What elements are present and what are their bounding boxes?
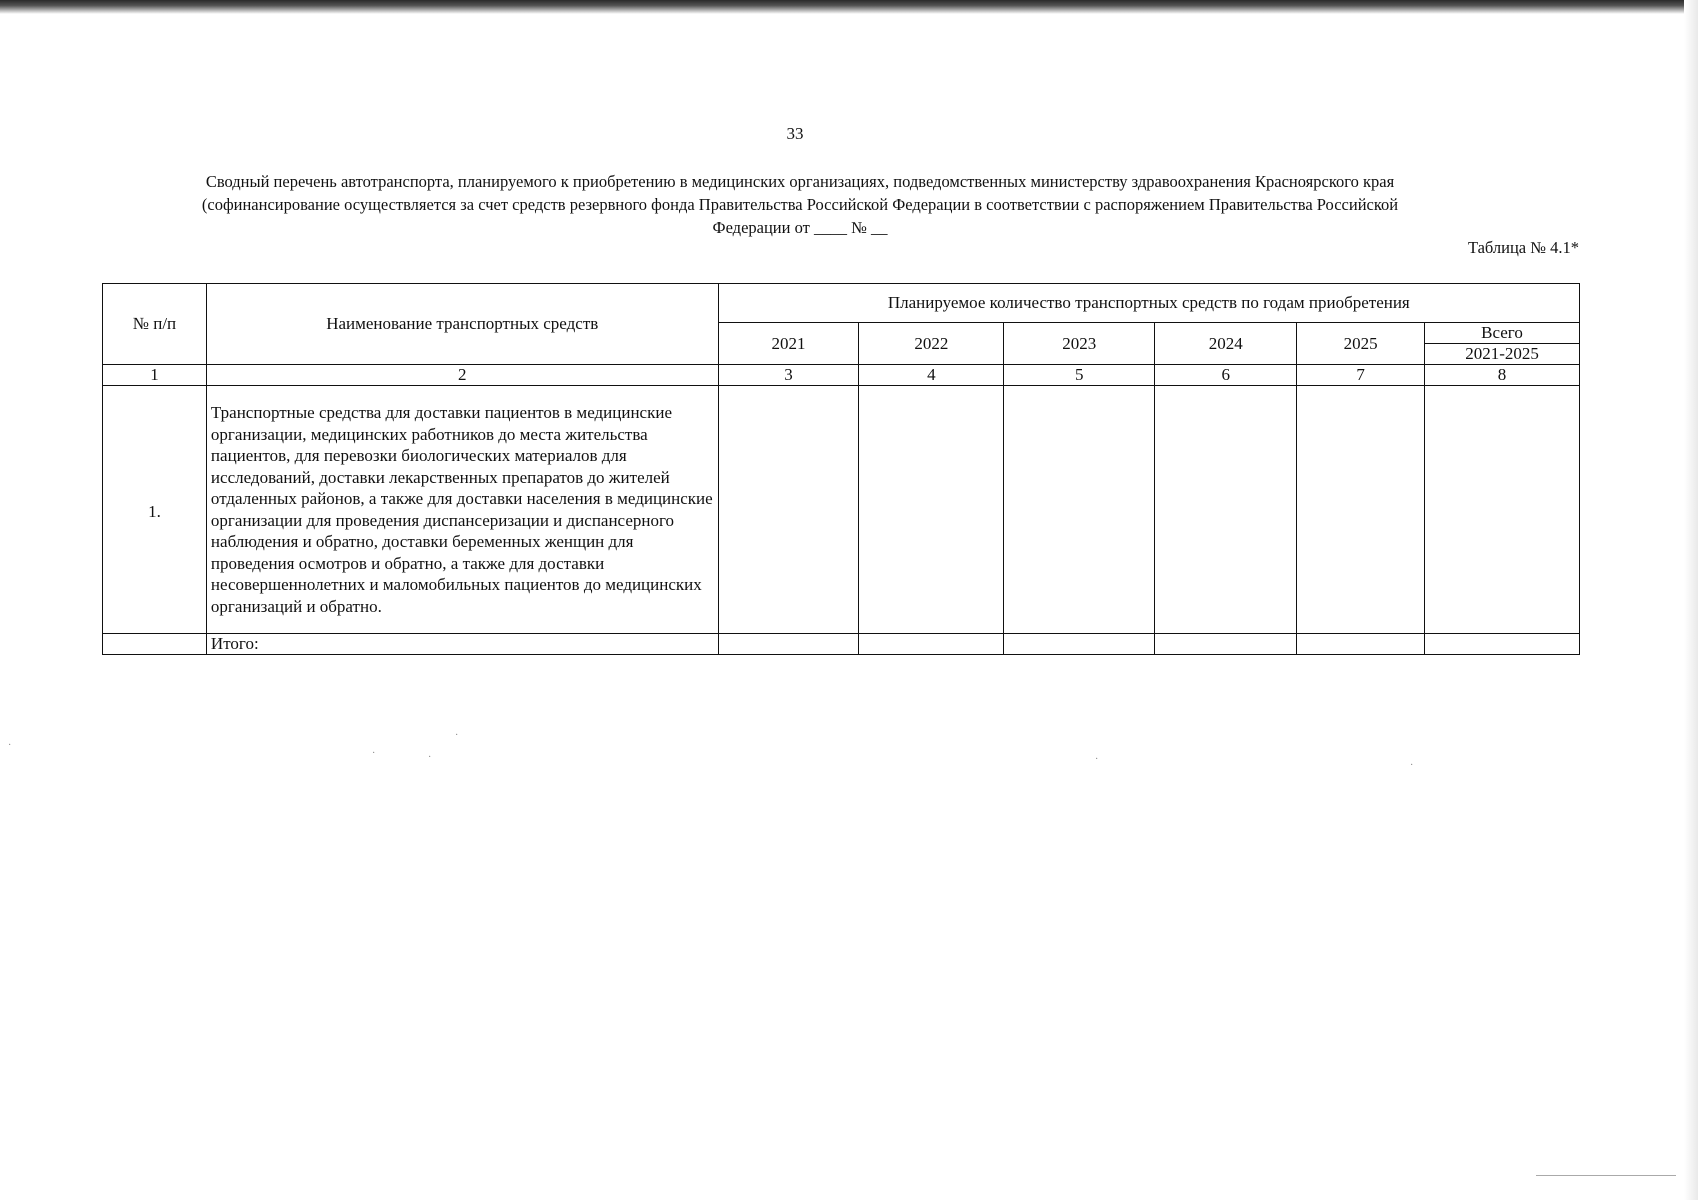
column-index: 1	[103, 365, 207, 386]
total-value	[1155, 634, 1297, 655]
column-index: 7	[1297, 365, 1425, 386]
document-title	[100, 170, 1500, 239]
header-year: 2024	[1155, 323, 1297, 365]
table-label: Таблица № 4.1*	[1467, 238, 1579, 257]
column-index: 3	[718, 365, 859, 386]
total-value	[859, 634, 1004, 655]
scan-speck: ·	[1410, 760, 1414, 771]
column-index: 4	[859, 365, 1004, 386]
scan-footer-line	[1536, 1175, 1676, 1176]
title-line-3: Федерации от ____ № __	[712, 218, 888, 237]
header-year: 2023	[1004, 323, 1155, 365]
total-row	[103, 634, 1580, 655]
scan-right-edge	[1684, 0, 1698, 1200]
column-index: 2	[206, 365, 718, 386]
header-year: 2021	[718, 323, 859, 365]
total-value	[1297, 634, 1425, 655]
vehicles-table	[102, 283, 1580, 655]
header-year: 2022	[859, 323, 1004, 365]
row-number: 1.	[103, 386, 207, 634]
total-value	[1004, 634, 1155, 655]
row-value	[1004, 386, 1155, 634]
column-index-row	[103, 365, 1580, 386]
row-value	[1155, 386, 1297, 634]
row-value	[859, 386, 1004, 634]
column-index: 6	[1155, 365, 1297, 386]
header-num: № п/п	[103, 284, 207, 365]
title-line-1: Сводный перечень автотранспорта, планируемого к приобретению в медицинских организациях, подведомственных министерству здравоохранения Красноярского края	[205, 172, 1395, 191]
header-total: Всего	[1425, 323, 1580, 344]
total-value	[1425, 634, 1580, 655]
header-name: Наименование транспортных средств	[206, 284, 718, 365]
column-index: 8	[1425, 365, 1580, 386]
scan-speck: ·	[455, 730, 459, 741]
header-year: 2025	[1297, 323, 1425, 365]
row-value	[1425, 386, 1580, 634]
page-number: 33	[786, 124, 804, 143]
scan-speck: ·	[1095, 754, 1099, 765]
scan-speck: ·	[8, 740, 12, 751]
total-value	[718, 634, 859, 655]
row-name: Транспортные средства для доставки пациентов в медицинские организации, медицинских работников до места жительства пациентов, для перевозки биологических материалов для исследований, доставки лекарственных препаратов до жителей отдаленных районов, а также для доставки населения в медицинские организации для проведения диспансеризации и диспансерного наблюдения и обратно, доставки беременных женщин для проведения осмотров и обратно, а также для доставки несовершеннолетних и маломобильных пациентов до медицинских организаций и обратно.	[206, 386, 718, 634]
scan-speck: ·	[372, 748, 376, 759]
row-value	[1297, 386, 1425, 634]
title-line-2: (софинансирование осуществляется за счет средств резервного фонда Правительства Российской Федерации в соответствии с распоряжением Правительства Российской	[201, 195, 1399, 214]
header-planned: Планируемое количество транспортных средств по годам приобретения	[718, 284, 1579, 323]
row-value	[718, 386, 859, 634]
table-row	[103, 386, 1580, 634]
total-row-number	[103, 634, 207, 655]
column-index: 5	[1004, 365, 1155, 386]
scan-speck: ·	[428, 752, 432, 763]
header-total-range: 2021-2025	[1425, 344, 1580, 365]
total-row-label: Итого:	[206, 634, 718, 655]
scan-top-edge	[0, 0, 1698, 14]
